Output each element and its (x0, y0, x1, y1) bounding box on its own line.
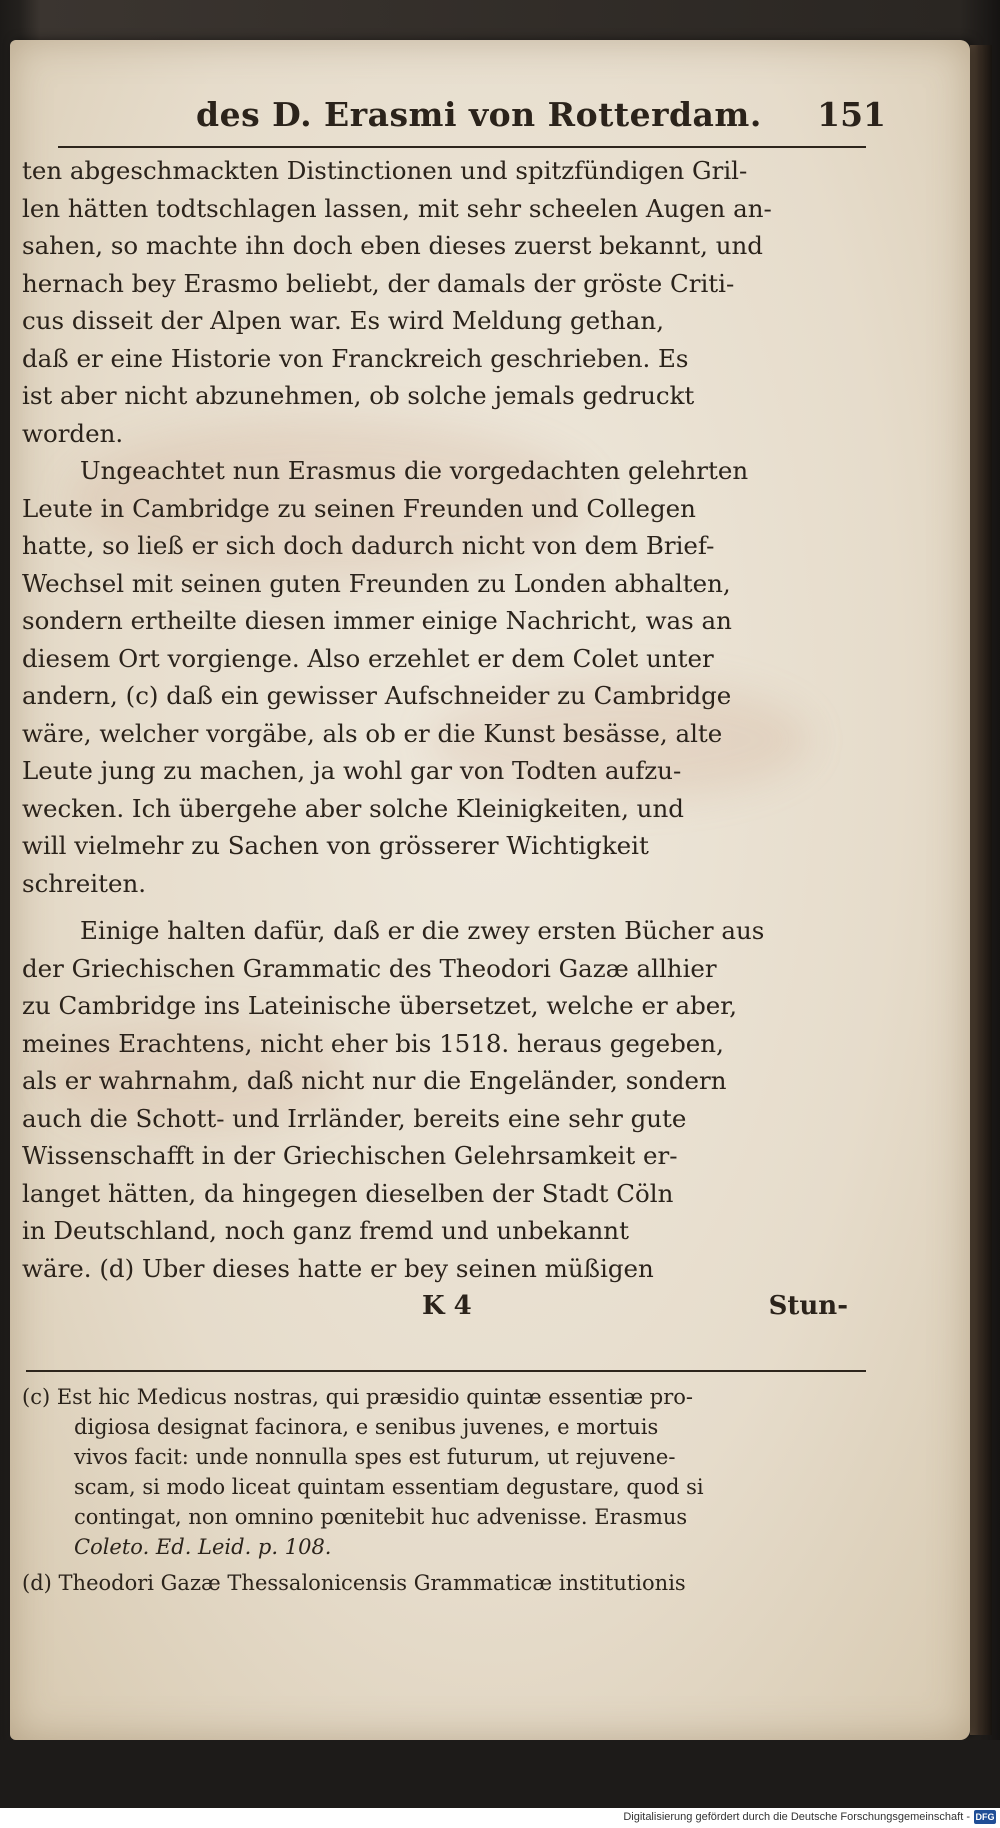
text-line: ist aber nicht abzunehmen, ob solche jemals gedruckt (22, 381, 695, 410)
running-header (196, 95, 886, 139)
paragraph-2 (22, 452, 872, 902)
footnote-c-marker: (c) (22, 1385, 51, 1409)
signature-row (22, 1287, 872, 1325)
text-line: sondern ertheilte diesen immer einige Nachricht, was an (22, 606, 732, 635)
footnote-rule (26, 1370, 866, 1372)
text-line: Einige halten dafür, daß er die zwey ersten Bücher aus (80, 916, 765, 945)
text-line: Wissenschafft in der Griechischen Gelehrsamkeit er- (22, 1141, 678, 1170)
footnote-d-marker: (d) (22, 1571, 52, 1595)
text-line: wäre. (d) Uber dieses hatte er bey seinen müßigen (22, 1253, 654, 1283)
footnote-c-line: scam, si modo liceat quintam essentiam degustare, quod si (74, 1475, 704, 1499)
running-title: des D. Erasmi von Rotterdam. (196, 95, 762, 134)
text-line: worden. (22, 418, 124, 448)
text-line: langet hätten, da hingegen dieselben der Stadt Cöln (22, 1178, 674, 1208)
text-line: hernach bey Erasmo beliebt, der damals der gröste Criti- (22, 268, 735, 298)
text-line: zu Cambridge ins Lateinische übersetzet, welche er aber, (22, 991, 738, 1020)
text-line: andern, (c) daß ein gewisser Aufschneider zu Cambridge (22, 681, 732, 710)
text-line: als er wahrnahm, daß nicht nur die Engeländer, sondern (22, 1066, 727, 1095)
dfg-logo-icon: DFG (975, 1812, 995, 1822)
text-line: meines Erachtens, nicht eher bis 1518. heraus gegeben, (22, 1028, 724, 1058)
scanner-bottom-band (0, 1740, 1000, 1808)
text-line: schreiten. (22, 868, 147, 898)
text-line: auch die Schott- und Irrländer, bereits eine sehr gute (22, 1103, 687, 1133)
page-number: 151 (817, 95, 886, 134)
text-line: der Griechischen Grammatic des Theodori Gazæ allhier (22, 953, 717, 983)
main-text (22, 152, 872, 1325)
footnote-c-line: vivos facit: unde nonnulla spes est futurum, ut rejuvene- (74, 1445, 676, 1469)
text-line: sahen, so machte ihn doch eben dieses zuerst bekannt, und (22, 231, 763, 260)
text-line: hatte, so ließ er sich doch dadurch nicht von dem Brief- (22, 531, 715, 560)
text-line: Leute jung zu machen, ja wohl gar von Todten aufzu- (22, 756, 682, 785)
text-line: will vielmehr zu Sachen von grösserer Wichtigkeit (22, 831, 649, 860)
footnote-d-line (22, 1568, 872, 1598)
footnote-c-line: Coleto. Ed. Leid. p. 108. (74, 1535, 332, 1559)
text-line: Wechsel mit seinen guten Freunden zu Londen abhalten, (22, 568, 731, 598)
paragraph-1 (22, 152, 872, 452)
footnote-c-line: contingat, non omnino pœnitebit huc advenisse. Erasmus (74, 1505, 688, 1529)
header-rule (58, 146, 866, 148)
footnotes (22, 1382, 872, 1598)
catchword: Stun- (768, 1291, 848, 1321)
text-line: wecken. Ich übergehe aber solche Kleinigkeiten, und (22, 793, 684, 823)
text-line: ten abgeschmackten Distinctionen und spitzfündigen Gril- (22, 156, 748, 185)
paragraph-3 (22, 912, 872, 1287)
footnote-c-line: digiosa designat facinora, e senibus juvenes, e mortuis (74, 1415, 659, 1439)
book-page-edges (970, 45, 992, 1735)
digitization-credit: Digitalisierung gefördert durch die Deutsche Forschungsgemeinschaft - (623, 1811, 970, 1823)
text-line: wäre, welcher vorgäbe, als ob er die Kunst besässe, alte (22, 718, 723, 748)
text-line: diesem Ort vorgienge. Also erzehlet er dem Colet unter (22, 643, 714, 673)
text-line: in Deutschland, noch ganz fremd und unbekannt (22, 1216, 629, 1245)
footnote-c-text: Est hic Medicus nostras, qui præsidio quintæ essentiæ pro- (56, 1385, 693, 1409)
signature-mark: K 4 (422, 1291, 472, 1321)
text-line: daß er eine Historie von Franckreich geschrieben. Es (22, 343, 689, 373)
text-line: Ungeachtet nun Erasmus die vorgedachten gelehrten (80, 456, 749, 485)
footnote-c-first-line (22, 1382, 872, 1412)
footnote-d-text: Theodori Gazæ Thessalonicensis Grammaticæ institutionis (58, 1571, 686, 1595)
text-line: Leute in Cambridge zu seinen Freunden und Collegen (22, 493, 696, 523)
text-line: len hätten todtschlagen lassen, mit sehr scheelen Augen an- (22, 193, 772, 223)
text-line: cus disseit der Alpen war. Es wird Meldung gethan, (22, 306, 664, 335)
